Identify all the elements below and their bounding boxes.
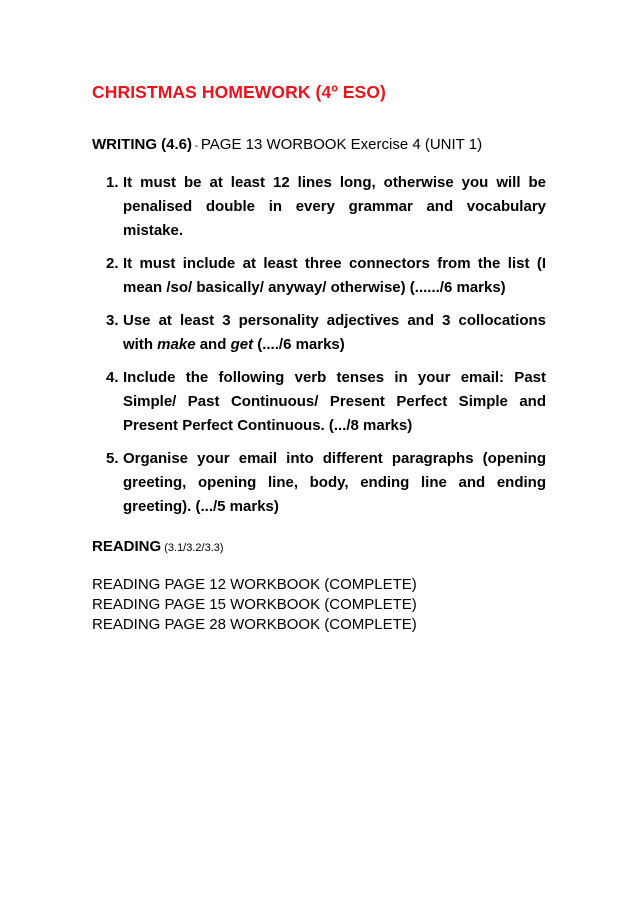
writing-label: WRITING (4.6) <box>92 136 192 153</box>
task-item-2 <box>92 252 546 300</box>
reading-item-1: READING PAGE 12 WORKBOOK (COMPLETE) <box>92 576 417 593</box>
writing-dash: - <box>192 141 201 152</box>
writing-task-list <box>92 171 546 528</box>
task-text: It must be at least 12 lines long, otherwise you will be penalised double in every grammar and vocabulary mistake. <box>123 174 546 239</box>
writing-description: PAGE 13 WORBOOK Exercise 4 (UNIT 1) <box>200 136 483 153</box>
task-item-5 <box>92 447 546 519</box>
task-number: 4. <box>106 369 119 386</box>
reading-label: READING <box>92 538 162 555</box>
reading-heading <box>92 538 224 555</box>
page-title: CHRISTMAS HOMEWORK (4º ESO) <box>92 82 386 102</box>
task-number: 1. <box>106 174 119 191</box>
reading-codes: (3.1/3.2/3.3) <box>161 542 224 554</box>
task-number: 5. <box>106 450 119 467</box>
task-text-before: Use at least 3 personality adjectives and 3 collocations with <box>123 312 546 353</box>
task-number: 2. <box>106 255 119 272</box>
task-text: Organise your email into different paragraphs (opening greeting, opening line, body, ending line and ending greeting). (.../5 marks) <box>123 450 546 515</box>
task-text-middle: and <box>195 336 231 353</box>
task-text: It must include at least three connectors from the list (I mean /so/ basically/ anyway/ otherwise) (....../6 marks) <box>123 255 546 296</box>
reading-item-3: READING PAGE 28 WORKBOOK (COMPLETE) <box>92 616 417 633</box>
task-text: Include the following verb tenses in your email: Past Simple/ Past Continuous/ Present Perfect Simple and Present Perfect Continuous. (.../8 marks) <box>123 369 546 434</box>
task-italic-get: get <box>230 336 254 353</box>
task-italic-make: make <box>157 336 196 353</box>
writing-heading <box>92 136 482 153</box>
task-item-4 <box>92 366 546 438</box>
task-text-after: (..../6 marks) <box>253 336 345 353</box>
task-item-1 <box>92 171 546 243</box>
reading-list <box>92 575 417 635</box>
task-number: 3. <box>106 312 119 329</box>
reading-item-2: READING PAGE 15 WORKBOOK (COMPLETE) <box>92 596 417 613</box>
task-item-3 <box>92 309 546 357</box>
